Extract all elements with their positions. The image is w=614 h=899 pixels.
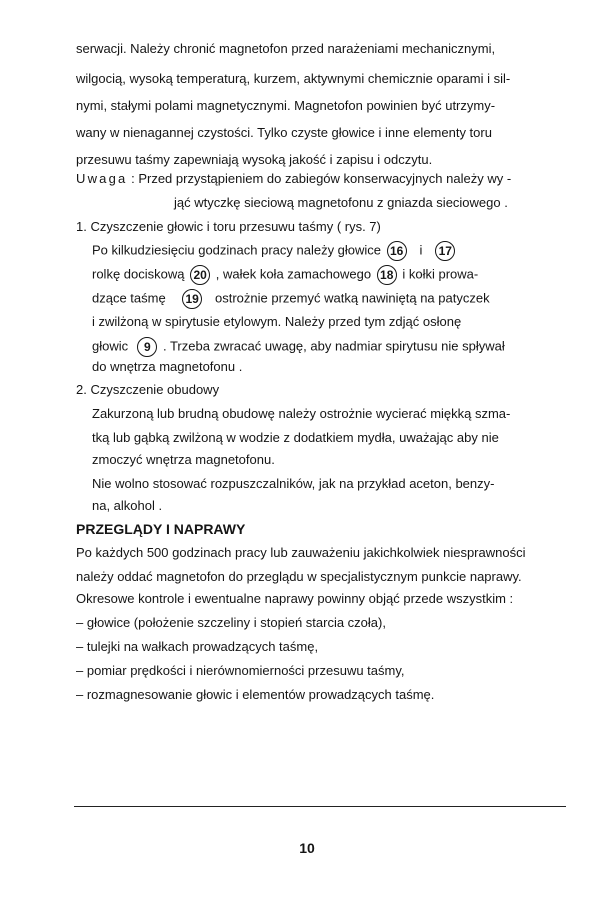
section-text-line: na, alkohol .	[92, 498, 163, 513]
body-text-line: Po każdych 500 godzinach pracy lub zauważeniu jakichkolwiek niesprawności	[76, 545, 526, 560]
section-text-line: głowic 9 . Trzeba zwracać uwagę, aby nadmiar spirytusu nie spływał	[92, 337, 505, 357]
list-item: – rozmagnesowanie głowic i elementów prowadzących taśmę.	[76, 687, 435, 702]
section-text-line: dzące taśmę 19 ostrożnie przemyć watką nawiniętą na patyczek	[92, 289, 490, 309]
warning-text: : Przed przystąpieniem do zabiegów konserwacyjnych należy wy -	[131, 171, 512, 186]
section-text-line: do wnętrza magnetofonu .	[92, 359, 243, 374]
list-item: – pomiar prędkości i nierównomierności przesuwu taśmy,	[76, 663, 405, 678]
footer-divider	[74, 806, 566, 807]
body-text-line: wany w nienagannej czystości. Tylko czyste głowice i inne elementy toru	[76, 125, 492, 140]
section-text-line: Po kilkudziesięciu godzinach pracy należy głowice 16 i 17	[92, 241, 457, 261]
warning-note	[76, 170, 511, 188]
warning-text-cont: jąć wtyczkę sieciową magnetofonu z gniazda sieciowego .	[174, 195, 508, 210]
page-number: 10	[299, 840, 315, 856]
section-text-line: i zwilżoną w spirytusie etylowym. Należy przed tym zdjąć osłonę	[92, 314, 462, 329]
ref-marker-9: 9	[137, 337, 157, 357]
section-title-heads-cleaning: 1. Czyszczenie głowic i toru przesuwu taśmy ( rys. 7)	[76, 219, 381, 234]
ref-marker-18: 18	[377, 265, 397, 285]
body-text-line: należy oddać magnetofon do przeglądu w specjalistycznym punkcie naprawy.	[76, 569, 522, 584]
section-text-line: rolkę dociskową 20 , wałek koła zamachowego 18 i kołki prowa-	[92, 265, 478, 285]
section-text-line: Nie wolno stosować rozpuszczalników, jak na przykład aceton, benzy-	[92, 476, 495, 491]
section-title-housing-cleaning: 2. Czyszczenie obudowy	[76, 382, 220, 397]
ref-marker-19: 19	[182, 289, 202, 309]
body-text-line: Okresowe kontrole i ewentualne naprawy powinny objąć przede wszystkim :	[76, 591, 514, 606]
ref-marker-16: 16	[387, 241, 407, 261]
body-text-line: nymi, stałymi polami magnetycznymi. Magnetofon powinien być utrzymy-	[76, 98, 496, 113]
warning-label: Uwaga	[76, 171, 128, 186]
list-item: – tulejki na wałkach prowadzących taśmę,	[76, 639, 319, 654]
heading-inspections-repairs: PRZEGLĄDY I NAPRAWY	[76, 521, 246, 537]
body-text-line: serwacji. Należy chronić magnetofon przed narażeniami mechanicznymi,	[76, 41, 496, 56]
section-text-line: Zakurzoną lub brudną obudowę należy ostrożnie wycierać miękką szma-	[92, 406, 511, 421]
body-text-line: przesuwu taśmy zapewniają wysoką jakość i zapisu i odczytu.	[76, 152, 433, 167]
list-item: – głowice (położenie szczeliny i stopień starcia czoła),	[76, 615, 386, 630]
section-text-line: tką lub gąbką zwilżoną w wodzie z dodatkiem mydła, uważając aby nie	[92, 430, 499, 445]
section-text-line: zmoczyć wnętrza magnetofonu.	[92, 452, 275, 467]
ref-marker-17: 17	[435, 241, 455, 261]
body-text-line: wilgocią, wysoką temperaturą, kurzem, aktywnymi chemicznie oparami i sil-	[76, 71, 511, 86]
ref-marker-20: 20	[190, 265, 210, 285]
